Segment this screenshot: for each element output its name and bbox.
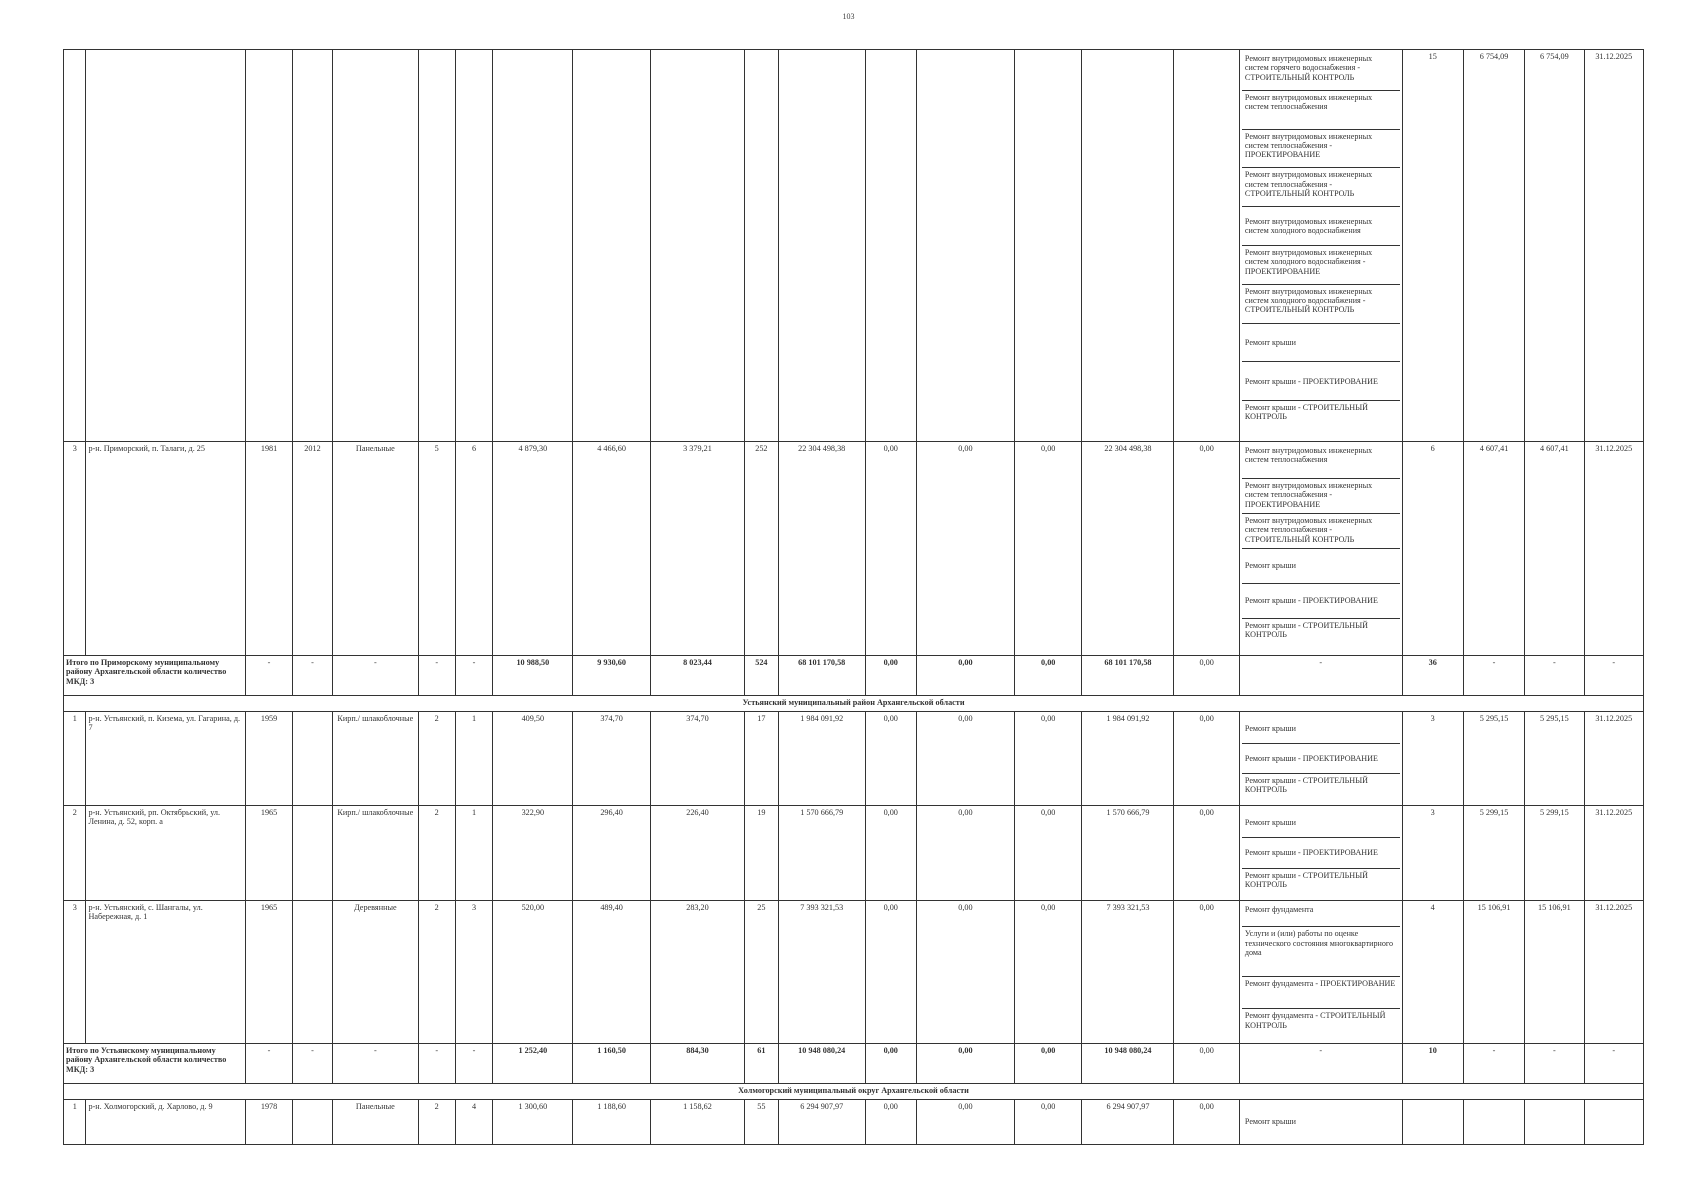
year-overhaul (293, 806, 333, 901)
work-type: Ремонт крыши - СТРОИТЕЛЬНЫЙ КОНТРОЛЬ (1244, 870, 1368, 889)
floors: 2 (418, 806, 455, 901)
year-built: 1981 (246, 442, 293, 656)
wall-material: Панельные (332, 442, 418, 656)
work-type: Ремонт внутридомовых инженерных систем холодного водоснабжения (1242, 207, 1400, 246)
row-number: 3 (64, 901, 86, 1044)
year-overhaul: 2012 (293, 442, 333, 656)
area-total: 4 879,30 (493, 442, 573, 656)
fund-local: 0,00 (1014, 806, 1081, 901)
total-dash: - (1525, 1044, 1584, 1084)
area-living: 296,40 (573, 806, 651, 901)
row-number: 1 (64, 1100, 86, 1145)
deadline: 31.12.2025 (1584, 806, 1643, 901)
fund-federal: 0,00 (865, 712, 916, 806)
total-area-residential: 8 023,44 (650, 656, 744, 696)
work-types-cell (1239, 806, 1402, 901)
total-dash: - (1239, 656, 1402, 696)
work-type: Ремонт внутридомовых инженерных систем холодного водоснабжения - СТРОИТЕЛЬНЫЙ КОНТРОЛЬ (1242, 285, 1400, 324)
cost-total: 1 984 091,92 (778, 712, 865, 806)
cost-per-m2: 6 754,09 (1463, 50, 1524, 442)
work-type: Ремонт внутридомовых инженерных систем горячего водоснабжения - СТРОИТЕЛЬНЫЙ КОНТРОЛЬ (1242, 52, 1400, 91)
residents: 252 (745, 442, 779, 656)
work-types-cell (1239, 712, 1402, 806)
work-type: Ремонт внутридомовых инженерных систем теплоснабжения - ПРОЕКТИРОВАНИЕ (1242, 130, 1400, 169)
overhaul-register-table (63, 49, 1644, 1145)
work-type: Ремонт крыши - СТРОИТЕЛЬНЫЙ КОНТРОЛЬ (1244, 621, 1368, 640)
entrances: 3 (455, 901, 493, 1044)
year-built: 1978 (246, 1100, 293, 1145)
work-type: Ремонт крыши (1242, 714, 1400, 744)
year-overhaul (293, 712, 333, 806)
fund-region: 0,00 (916, 442, 1014, 656)
address: р-н. Устьянский, рп. Октябрьский, ул. Ленина, д. 52, корп. а (86, 806, 246, 901)
total-area-total: 10 988,50 (493, 656, 573, 696)
fund-federal: 0,00 (865, 1100, 916, 1145)
total-fund-region: 0,00 (916, 1044, 1014, 1084)
cost-total: 22 304 498,38 (778, 442, 865, 656)
work-type: Ремонт крыши - ПРОЕКТИРОВАНИЕ (1242, 584, 1400, 619)
fund-region: 0,00 (916, 806, 1014, 901)
address: р-н. Устьянский, п. Кизема, ул. Гагарина, д. 7 (86, 712, 246, 806)
fund-federal: 0,00 (865, 901, 916, 1044)
work-types-cell (1239, 442, 1402, 656)
work-types-cell (1239, 50, 1402, 442)
section-header-row (64, 1084, 1644, 1100)
work-type: Ремонт внутридомовых инженерных систем теплоснабжения (1242, 91, 1400, 130)
area-living: 489,40 (573, 901, 651, 1044)
total-fund-region: 0,00 (916, 656, 1014, 696)
total-dash: - (1584, 656, 1643, 696)
total-dash: - (1463, 656, 1524, 696)
work-type: Ремонт крыши - ПРОЕКТИРОВАНИЕ (1242, 838, 1400, 868)
residents: 25 (745, 901, 779, 1044)
cost-per-m2: 5 299,15 (1463, 806, 1524, 901)
total-dash: - (418, 1044, 455, 1084)
total-area-total: 1 252,40 (493, 1044, 573, 1084)
fund-owners: 6 294 907,97 (1082, 1100, 1174, 1145)
work-type: Ремонт фундамента (1242, 903, 1400, 927)
total-count: 36 (1402, 656, 1463, 696)
total-fund-local: 0,00 (1014, 656, 1081, 696)
area-residential: 283,20 (650, 901, 744, 1044)
work-count: 4 (1402, 901, 1463, 1044)
row-number: 1 (64, 712, 86, 806)
work-type: Ремонт внутридомовых инженерных систем теплоснабжения (1242, 444, 1400, 479)
deadline: 31.12.2025 (1584, 50, 1643, 442)
floors: 2 (418, 1100, 455, 1145)
floors: 2 (418, 712, 455, 806)
fund-other: 0,00 (1174, 442, 1239, 656)
limit-per-m2: 4 607,41 (1525, 442, 1584, 656)
year-built: 1959 (246, 712, 293, 806)
work-type: Ремонт фундамента - СТРОИТЕЛЬНЫЙ КОНТРОЛЬ (1244, 1011, 1386, 1030)
total-cost: 10 948 080,24 (778, 1044, 865, 1084)
entrances: 1 (455, 806, 493, 901)
total-dash: - (332, 656, 418, 696)
cost-total: 1 570 666,79 (778, 806, 865, 901)
area-living: 1 188,60 (573, 1100, 651, 1145)
total-fund-other: 0,00 (1174, 1044, 1239, 1084)
work-types-cell (1239, 1100, 1402, 1145)
table-row (64, 712, 1644, 806)
work-type: Ремонт крыши (1242, 808, 1400, 838)
work-type: Ремонт крыши - СТРОИТЕЛЬНЫЙ КОНТРОЛЬ (1244, 403, 1368, 422)
fund-owners: 1 570 666,79 (1082, 806, 1174, 901)
entrances: 1 (455, 712, 493, 806)
table-row-continued (64, 50, 1644, 442)
work-type: Ремонт крыши (1242, 549, 1400, 584)
limit-per-m2: 15 106,91 (1525, 901, 1584, 1044)
work-type: Ремонт крыши - ПРОЕКТИРОВАНИЕ (1242, 744, 1400, 774)
work-type: Ремонт внутридомовых инженерных систем теплоснабжения - СТРОИТЕЛЬНЫЙ КОНТРОЛЬ (1242, 514, 1400, 549)
work-type: Ремонт крыши (1244, 1117, 1296, 1127)
fund-local: 0,00 (1014, 901, 1081, 1044)
area-total: 1 300,60 (493, 1100, 573, 1145)
total-area-residential: 884,30 (650, 1044, 744, 1084)
fund-other: 0,00 (1174, 1100, 1239, 1145)
fund-federal: 0,00 (865, 806, 916, 901)
address: р-н. Устьянский, с. Шангалы, ул. Набережная, д. 1 (86, 901, 246, 1044)
limit-per-m2: 5 295,15 (1525, 712, 1584, 806)
total-fund-federal: 0,00 (865, 1044, 916, 1084)
work-type: Ремонт внутридомовых инженерных систем теплоснабжения - ПРОЕКТИРОВАНИЕ (1242, 479, 1400, 514)
area-living: 374,70 (573, 712, 651, 806)
total-dash: - (246, 656, 293, 696)
work-count: 6 (1402, 442, 1463, 656)
residents: 19 (745, 806, 779, 901)
fund-owners: 22 304 498,38 (1082, 442, 1174, 656)
section-header-row (64, 696, 1644, 712)
total-area-living: 9 930,60 (573, 656, 651, 696)
total-dash: - (293, 1044, 333, 1084)
year-built: 1965 (246, 901, 293, 1044)
total-dash: - (246, 1044, 293, 1084)
total-area-living: 1 160,50 (573, 1044, 651, 1084)
fund-other: 0,00 (1174, 901, 1239, 1044)
area-residential: 226,40 (650, 806, 744, 901)
total-dash: - (293, 656, 333, 696)
cost-per-m2: 15 106,91 (1463, 901, 1524, 1044)
work-type: Ремонт внутридомовых инженерных систем теплоснабжения - СТРОИТЕЛЬНЫЙ КОНТРОЛЬ (1242, 168, 1400, 207)
fund-local: 0,00 (1014, 1100, 1081, 1145)
page-number: 103 (842, 12, 855, 21)
wall-material: Панельные (332, 1100, 418, 1145)
cost-total: 6 294 907,97 (778, 1100, 865, 1145)
year-overhaul (293, 1100, 333, 1145)
total-residents: 61 (745, 1044, 779, 1084)
fund-owners: 1 984 091,92 (1082, 712, 1174, 806)
work-types-cell (1239, 901, 1402, 1044)
limit-per-m2: 5 299,15 (1525, 806, 1584, 901)
total-dash: - (1239, 1044, 1402, 1084)
area-total: 322,90 (493, 806, 573, 901)
year-built: 1965 (246, 806, 293, 901)
table-row (64, 442, 1644, 656)
work-type: Услуги и (или) работы по оценке технического состояния многоквартирного дома (1242, 927, 1400, 976)
residents: 17 (745, 712, 779, 806)
area-total: 409,50 (493, 712, 573, 806)
entrances: 4 (455, 1100, 493, 1145)
total-row (64, 656, 1644, 696)
fund-local: 0,00 (1014, 712, 1081, 806)
total-dash: - (455, 1044, 493, 1084)
cost-per-m2: 5 295,15 (1463, 712, 1524, 806)
table-row (64, 806, 1644, 901)
area-total: 520,00 (493, 901, 573, 1044)
address: р-н. Холмогорский, д. Харлово, д. 9 (86, 1100, 246, 1145)
residents: 55 (745, 1100, 779, 1145)
deadline: 31.12.2025 (1584, 901, 1643, 1044)
year-overhaul (293, 901, 333, 1044)
total-dash: - (1463, 1044, 1524, 1084)
total-label: Итого по Устьянскому муниципальному району Архангельской области количество МКД: 3 (64, 1044, 246, 1084)
deadline: 31.12.2025 (1584, 712, 1643, 806)
row-number: 2 (64, 806, 86, 901)
work-type: Ремонт крыши - СТРОИТЕЛЬНЫЙ КОНТРОЛЬ (1244, 776, 1368, 795)
area-residential: 374,70 (650, 712, 744, 806)
deadline: 31.12.2025 (1584, 442, 1643, 656)
total-fund-other: 0,00 (1174, 656, 1239, 696)
total-count: 10 (1402, 1044, 1463, 1084)
total-dash: - (1525, 656, 1584, 696)
floors: 5 (418, 442, 455, 656)
total-fund-owners: 68 101 170,58 (1082, 656, 1174, 696)
cost-per-m2: 4 607,41 (1463, 442, 1524, 656)
section-title: Устьянский муниципальный район Архангельской области (64, 696, 1644, 712)
total-dash: - (1584, 1044, 1643, 1084)
entrances: 6 (455, 442, 493, 656)
table-row (64, 901, 1644, 1044)
row-number: 3 (64, 442, 86, 656)
work-type: Ремонт крыши (1242, 324, 1400, 363)
area-residential: 3 379,21 (650, 442, 744, 656)
area-living: 4 466,60 (573, 442, 651, 656)
limit-per-m2: 6 754,09 (1525, 50, 1584, 442)
fund-owners: 7 393 321,53 (1082, 901, 1174, 1044)
work-count: 15 (1402, 50, 1463, 442)
fund-federal: 0,00 (865, 442, 916, 656)
fund-region: 0,00 (916, 1100, 1014, 1145)
address: р-н. Приморский, п. Талаги, д. 25 (86, 442, 246, 656)
fund-region: 0,00 (916, 901, 1014, 1044)
total-label: Итого по Приморскому муниципальному району Архангельской области количество МКД: 3 (64, 656, 246, 696)
work-type: Ремонт фундамента - ПРОЕКТИРОВАНИЕ (1242, 977, 1400, 1010)
total-fund-federal: 0,00 (865, 656, 916, 696)
total-dash: - (332, 1044, 418, 1084)
work-type: Ремонт внутридомовых инженерных систем холодного водоснабжения - ПРОЕКТИРОВАНИЕ (1242, 246, 1400, 285)
fund-region: 0,00 (916, 712, 1014, 806)
total-fund-local: 0,00 (1014, 1044, 1081, 1084)
total-cost: 68 101 170,58 (778, 656, 865, 696)
floors: 2 (418, 901, 455, 1044)
wall-material: Кирп./ шлакоблочные (332, 712, 418, 806)
cost-total: 7 393 321,53 (778, 901, 865, 1044)
total-residents: 524 (745, 656, 779, 696)
wall-material: Деревянные (332, 901, 418, 1044)
total-dash: - (418, 656, 455, 696)
section-title: Холмогорский муниципальный округ Архангельской области (64, 1084, 1644, 1100)
work-count: 3 (1402, 712, 1463, 806)
work-type: Ремонт крыши - ПРОЕКТИРОВАНИЕ (1242, 362, 1400, 401)
work-count: 3 (1402, 806, 1463, 901)
wall-material: Кирп./ шлакоблочные (332, 806, 418, 901)
table-row (64, 1100, 1644, 1145)
fund-other: 0,00 (1174, 806, 1239, 901)
fund-local: 0,00 (1014, 442, 1081, 656)
fund-other: 0,00 (1174, 712, 1239, 806)
area-residential: 1 158,62 (650, 1100, 744, 1145)
total-dash: - (455, 656, 493, 696)
total-row (64, 1044, 1644, 1084)
total-fund-owners: 10 948 080,24 (1082, 1044, 1174, 1084)
